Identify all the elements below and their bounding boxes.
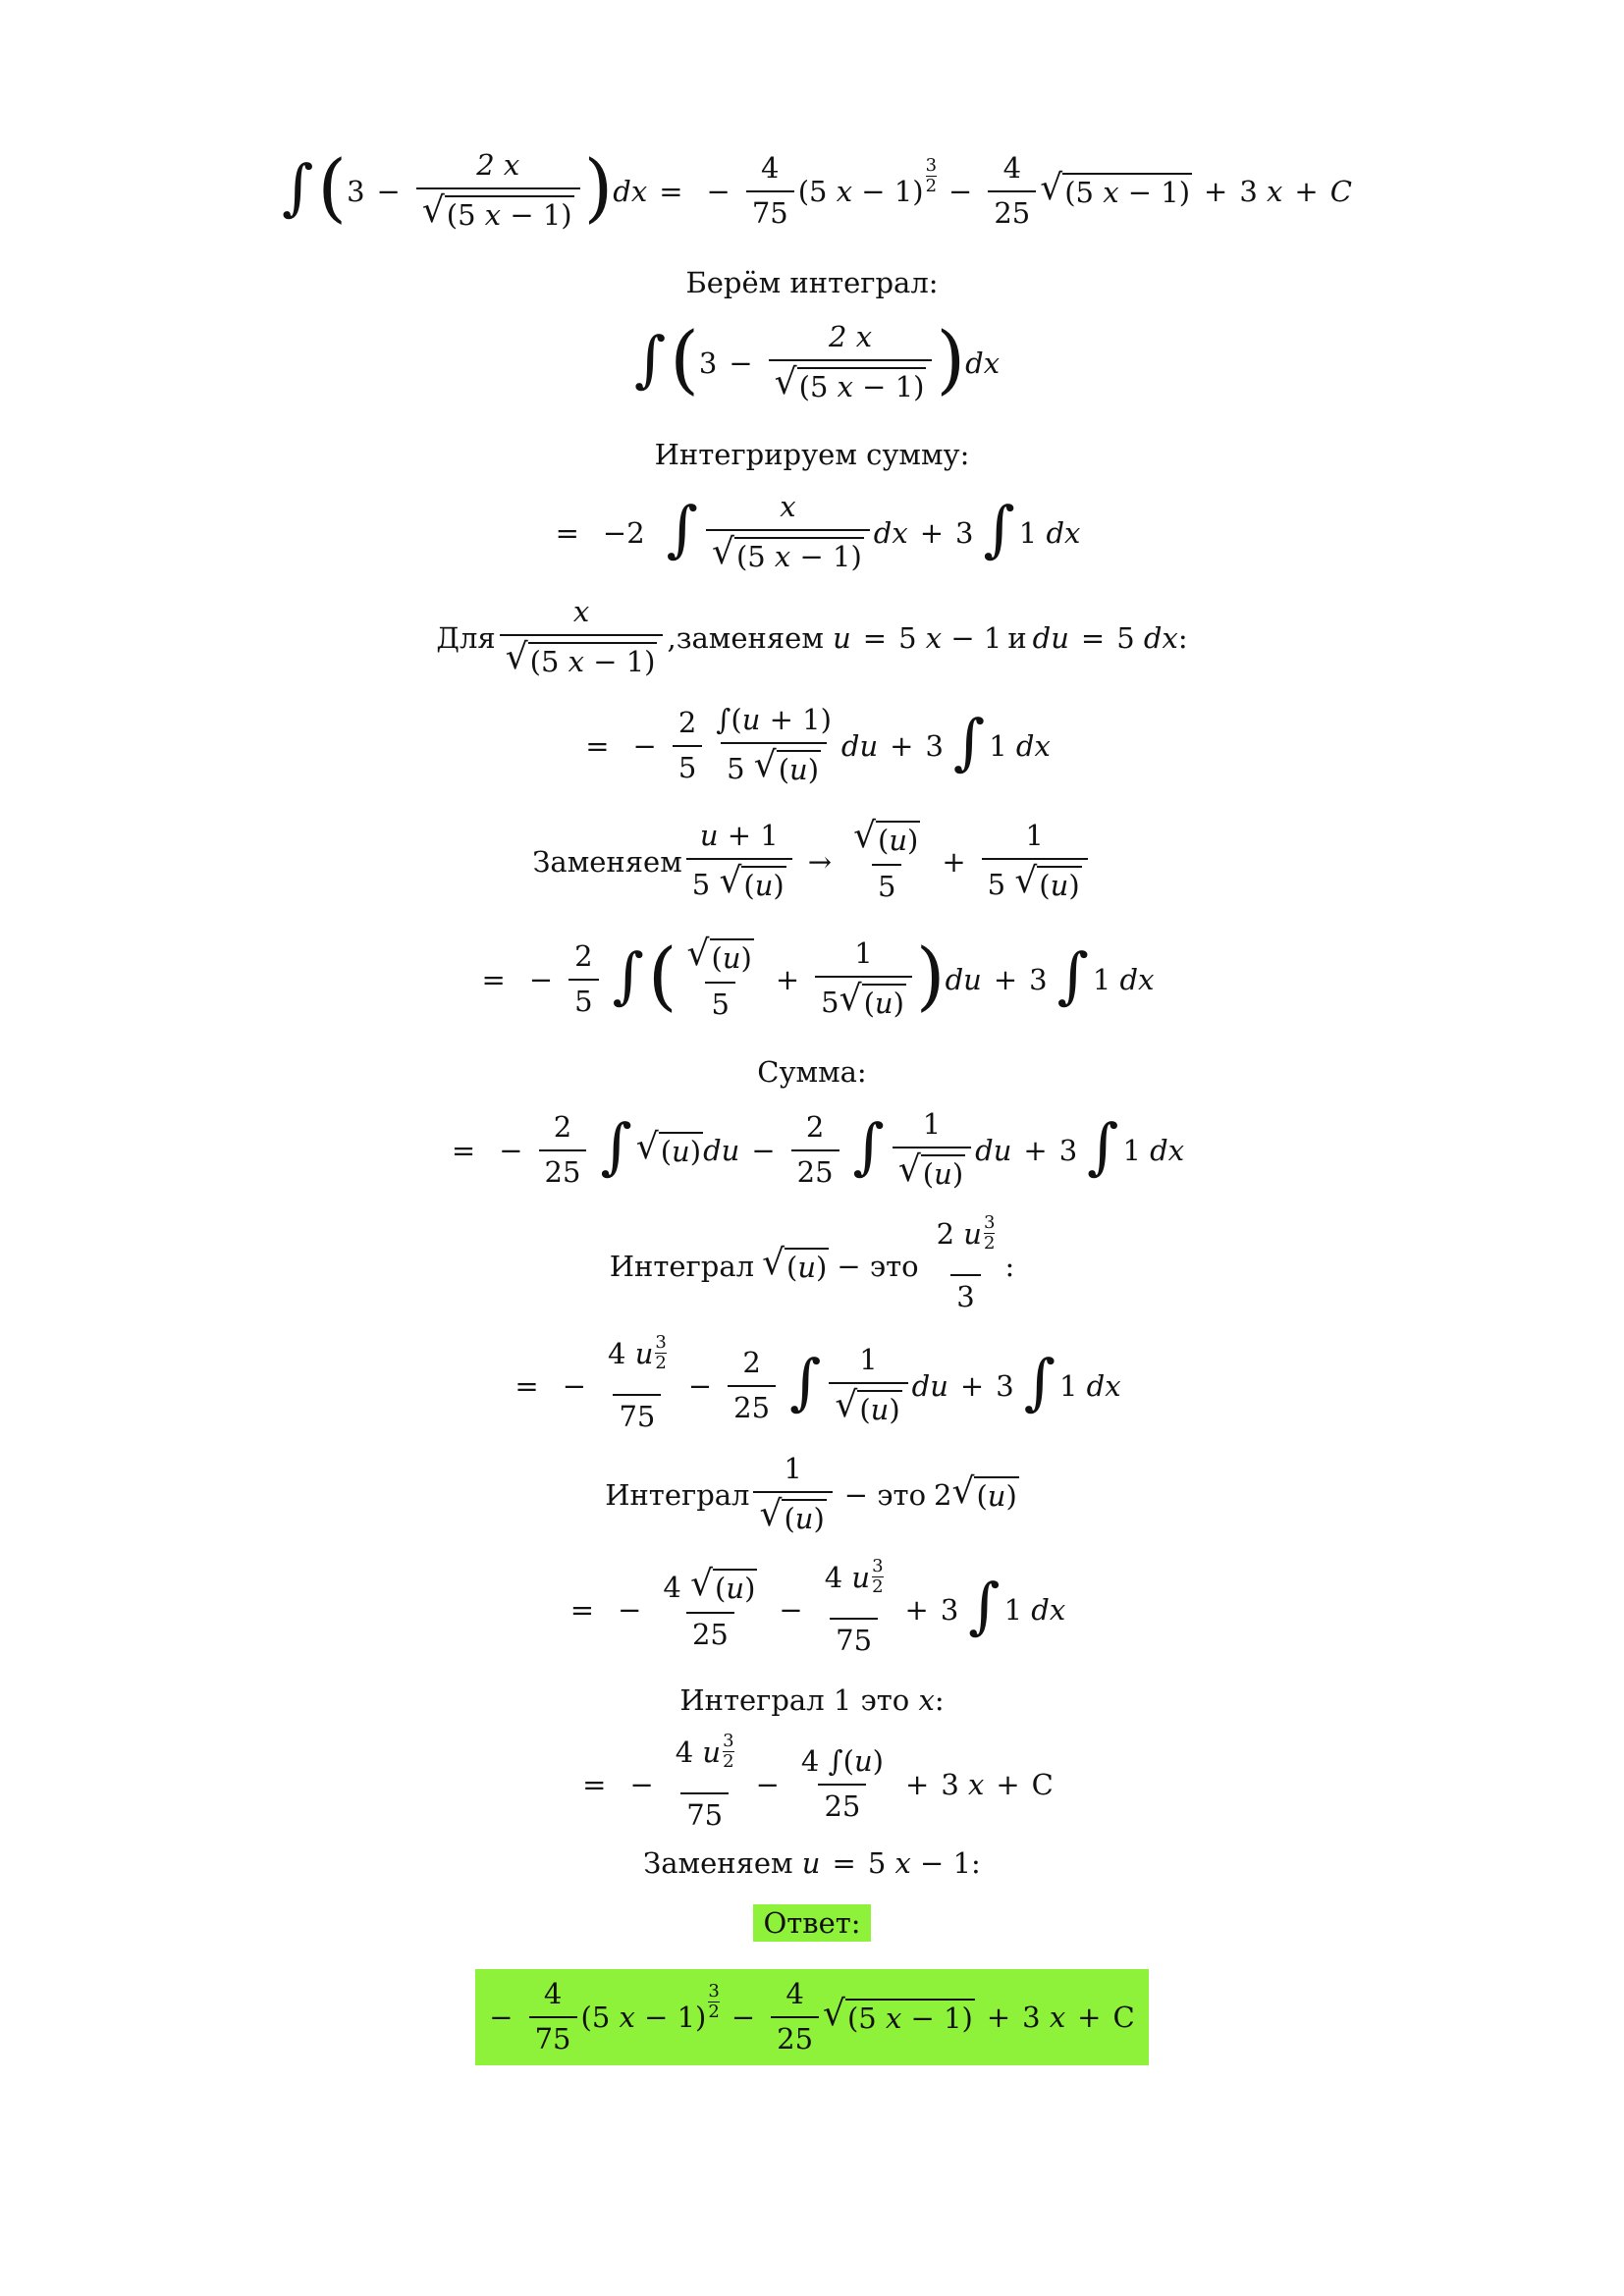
step-integral-inv-sqrt-line: Интеграл 1 √ (u) − это 2 √ (u): [605, 1452, 1017, 1536]
step-after-sqrt-integral: = − 4 u $\frac{3}{2}$ 75 − $\frac{2}{25}$ ∫ 1 √ (u) du + 3 ∫ 1 dx: [514, 1332, 1121, 1434]
step-take-integral-label: [0, 263, 1624, 302]
replace-u-text: Заменяем: [643, 1846, 793, 1880]
step-split-formula: = − $\frac{2}{25}$ ∫ √ (u) du − $\frac{2}{25}$ ∫ 1 √ (u) du + 3 ∫ 1 dx: [451, 1107, 1185, 1192]
answer-row: [0, 1963, 1624, 2071]
step-integral-sqrt-u-line: Интеграл √ (u) − это 2 u $\frac{3}{2}$ 3 :: [609, 1212, 1015, 1314]
take-integral-text: Берём интеграл:: [685, 266, 939, 299]
step-expanded-formula: = − $\frac{2}{5}$ ∫ ( √ (u) 5 + 1 5 √ (u) ) du + 3 ∫ 1 dx: [481, 932, 1155, 1021]
step-substituted-formula: = − $\frac{2}{5}$ ∫(u + 1) 5 √ (u) du + 3 ∫ 1 dx: [585, 703, 1051, 787]
answer-formula: − $\frac{4}{75}$ (5 x − 1) 3 2 − $\frac{4}{25}$ √ (5 x − 1) + 3 x + C: [475, 1969, 1148, 2065]
answer-label-row: [0, 1900, 1624, 1946]
step-sum-label: [0, 1052, 1624, 1092]
replace-text: Заменяем: [532, 845, 682, 879]
step-integrate-sum-label: [0, 435, 1624, 474]
result-equation: ∫ ( 3 − 2 x √ (5 x − 1) ) dx = − $\frac{4}{75}$ (5 x − 1) 3 2 − $\frac{4}{25}$ √ (5 x − 1) + 3 x + C: [282, 143, 1352, 233]
step-after-inv-sqrt-integral: = − 4 √ (u) 25 − 4 u $\frac{3}{2}$ 75 + 3 ∫ 1 dx: [569, 1556, 1066, 1658]
substitute-text: ,заменяем: [667, 621, 824, 655]
step-replace-line: Заменяем u + 1 5 √ (u) → √ (u) 5 + 1 5 √ (u): [0, 813, 1624, 911]
step-substitution-line: Для x √ (5 x − 1) ,заменяем u = 5 x − 1 и du = 5 dx:: [436, 595, 1188, 679]
for-text: Для: [436, 621, 496, 655]
step-back-substitution: Заменяем u = 5 x − 1:: [643, 1846, 981, 1880]
and-text: и: [1007, 621, 1027, 655]
answer-label: Ответ:: [753, 1904, 870, 1942]
integral-text-1: Интеграл: [609, 1250, 755, 1283]
step-final-in-u: = − 4 u $\frac{3}{2}$ 75 − $\frac{4 \int(u)}{25}$ + 3 x + C: [582, 1731, 1054, 1833]
is-text-2: − это: [843, 1478, 927, 1512]
integral-one-text: Интеграл 1 это: [679, 1683, 910, 1717]
step-sum-formula: = −2 ∫ x √ (5 x − 1) dx + 3 ∫ 1 dx: [555, 490, 1081, 574]
is-text-1: − это: [837, 1250, 919, 1283]
integral-text-2: Интеграл: [605, 1478, 750, 1512]
sum-text: Сумма:: [757, 1055, 867, 1089]
step-integral-formula: ∫ ( 3 − 2 x √ (5 x − 1) ) dx: [633, 315, 1001, 404]
step-integral-one-line: Интеграл 1 это x :: [679, 1683, 945, 1717]
integrate-sum-text: Интегрируем сумму:: [654, 438, 970, 471]
